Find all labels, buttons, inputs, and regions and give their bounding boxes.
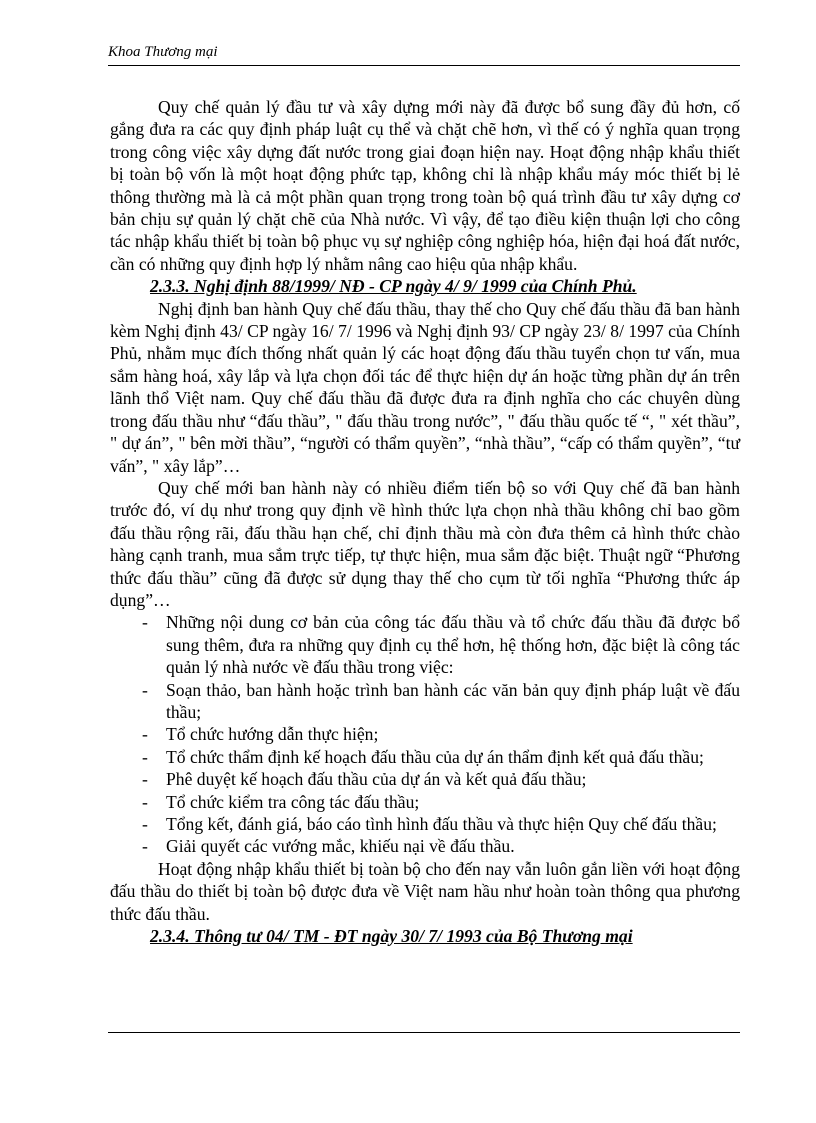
paragraph-1: Quy chế quản lý đầu tư và xây dựng mới này đã được bổ sung đầy đủ hơn, cố gắng đưa ra các quy định pháp luật cụ thể và chặt chẽ hơn, vì thế có ý nghĩa quan trọng trong công việc xây dựng đất nước trong giai đoạn hiện nay. Hoạt động nhập khẩu thiết bị toàn bộ vốn là một hoạt động phức tạp, không chỉ là nhập khẩu máy móc thiết bị lẻ thông thường mà là cả một phần quan trọng trong toàn bộ quá trình đầu tư xây dựng cơ bản chịu sự quản lý chặt chẽ của Nhà nước. Vì vậy, để tạo điều kiện thuận lợi cho công tác nhập khẩu thiết bị toàn bộ phục vụ sự nghiệp công nghiệp hóa, hiện đại hoá đất nước, cần có những quy định hợp lý nhằm nâng cao hiệu qủa nhập khẩu. — [110, 97, 740, 274]
list-item-text: Soạn thảo, ban hành hoặc trình ban hành các văn bản quy định pháp luật về đấu thầu; — [166, 679, 740, 722]
bullet-dash: - — [142, 769, 148, 790]
bullet-dash: - — [142, 746, 148, 767]
list-item — [110, 611, 740, 678]
list-item-text: Tổ chức hướng dẫn thực hiện; — [166, 724, 379, 745]
list-item — [110, 813, 740, 835]
bullet-dash: - — [142, 679, 148, 700]
footer-rule — [108, 1032, 740, 1033]
list-item — [110, 746, 740, 768]
list-item — [110, 723, 740, 745]
list-item-text: Những nội dung cơ bản của công tác đấu thầu và tổ chức đấu thầu đã được bổ sung thêm, đưa ra những quy định cụ thể hơn, hệ thống hơn, đặc biệt là công tác quản lý nhà nước về đấu thầu trong việc: — [166, 612, 740, 678]
bullet-dash: - — [142, 836, 148, 857]
bullet-dash: - — [142, 612, 148, 633]
paragraph-4: Hoạt động nhập khẩu thiết bị toàn bộ cho đến nay vẫn luôn gắn liền với hoạt động đấu thầu do thiết bị toàn bộ được đưa về Việt nam hầu như hoàn toàn thông qua phương thức đấu thầu. — [110, 858, 740, 924]
list-item — [110, 835, 740, 857]
list-item — [110, 768, 740, 790]
bullet-dash: - — [142, 724, 148, 745]
list-item-text: Tổ chức thẩm định kế hoạch đấu thầu của dự án thẩm định kết quả đấu thầu; — [166, 746, 704, 767]
section-heading-2-3-3: 2.3.3. Nghị định 88/1999/ NĐ - CP ngày 4/ 9/ 1999 của Chính Phủ. — [150, 276, 637, 297]
page-header: Khoa Thương mại — [108, 44, 218, 60]
list-item-text: Tổ chức kiểm tra công tác đấu thầu; — [166, 791, 420, 812]
list-item — [110, 791, 740, 813]
list-item-text: Tổng kết, đánh giá, báo cáo tình hình đấu thầu và thực hiện Quy chế đấu thầu; — [166, 814, 717, 834]
bullet-list — [110, 611, 740, 857]
list-item-text: Phê duyệt kế hoạch đấu thầu của dự án và kết quả đấu thầu; — [166, 769, 587, 790]
bullet-dash: - — [142, 791, 148, 812]
paragraph-2: Nghị định ban hành Quy chế đấu thầu, thay thế cho Quy chế đấu thầu đã ban hành kèm Nghị định 43/ CP ngày 16/ 7/ 1996 và Nghị định 93/ CP ngày 23/ 8/ 1997 của Chính Phủ, nhằm mục đích thống nhất quản lý các hoạt động đấu thầu tuyển chọn tư vấn, mua sắm hàng hoá, xây lắp và lựa chọn đối tác để thực hiện dự án hoặc từng phần dự án trên lãnh thổ Việt nam. Quy chế đấu thầu đã được đưa ra định nghĩa cho các chuyên dùng trong đấu thầu như “đấu thầu”, " đấu thầu trong nước”, " đấu thầu quốc tế “, " xét thầu”, " dự án”, " bên mời thầu”, “người có thẩm quyền”, “nhà thầu”, “cấp có thẩm quyền”, “tư vấn”, " xây lắp”… — [110, 298, 740, 476]
header-rule — [108, 65, 740, 66]
list-item — [110, 679, 740, 724]
paragraph-3: Quy chế mới ban hành này có nhiều điểm tiến bộ so với Quy chế đã ban hành trước đó, ví dụ như trong quy định về hình thức lựa chọn nhà thầu không chỉ bao gồm đấu thầu rộng rãi, đấu thầu hạn chế, chỉ định thầu mà còn đưa thêm cả hình thức chào hàng cạnh tranh, mua sắm trực tiếp, tự thực hiện, mua sắm đặc biệt. Thuật ngữ “Phương thức đấu thầu” cũng đã được sử dụng thay thế cho cụm từ tối nghĩa “Phương thức áp dụng”… — [110, 477, 740, 610]
list-item-text: Giải quyết các vướng mắc, khiếu nại về đấu thầu. — [166, 836, 515, 857]
document-body — [110, 96, 740, 947]
bullet-dash: - — [142, 814, 148, 834]
section-heading-2-3-4: 2.3.4. Thông tư 04/ TM - ĐT ngày 30/ 7/ 1993 của Bộ Thương mại — [150, 926, 633, 947]
